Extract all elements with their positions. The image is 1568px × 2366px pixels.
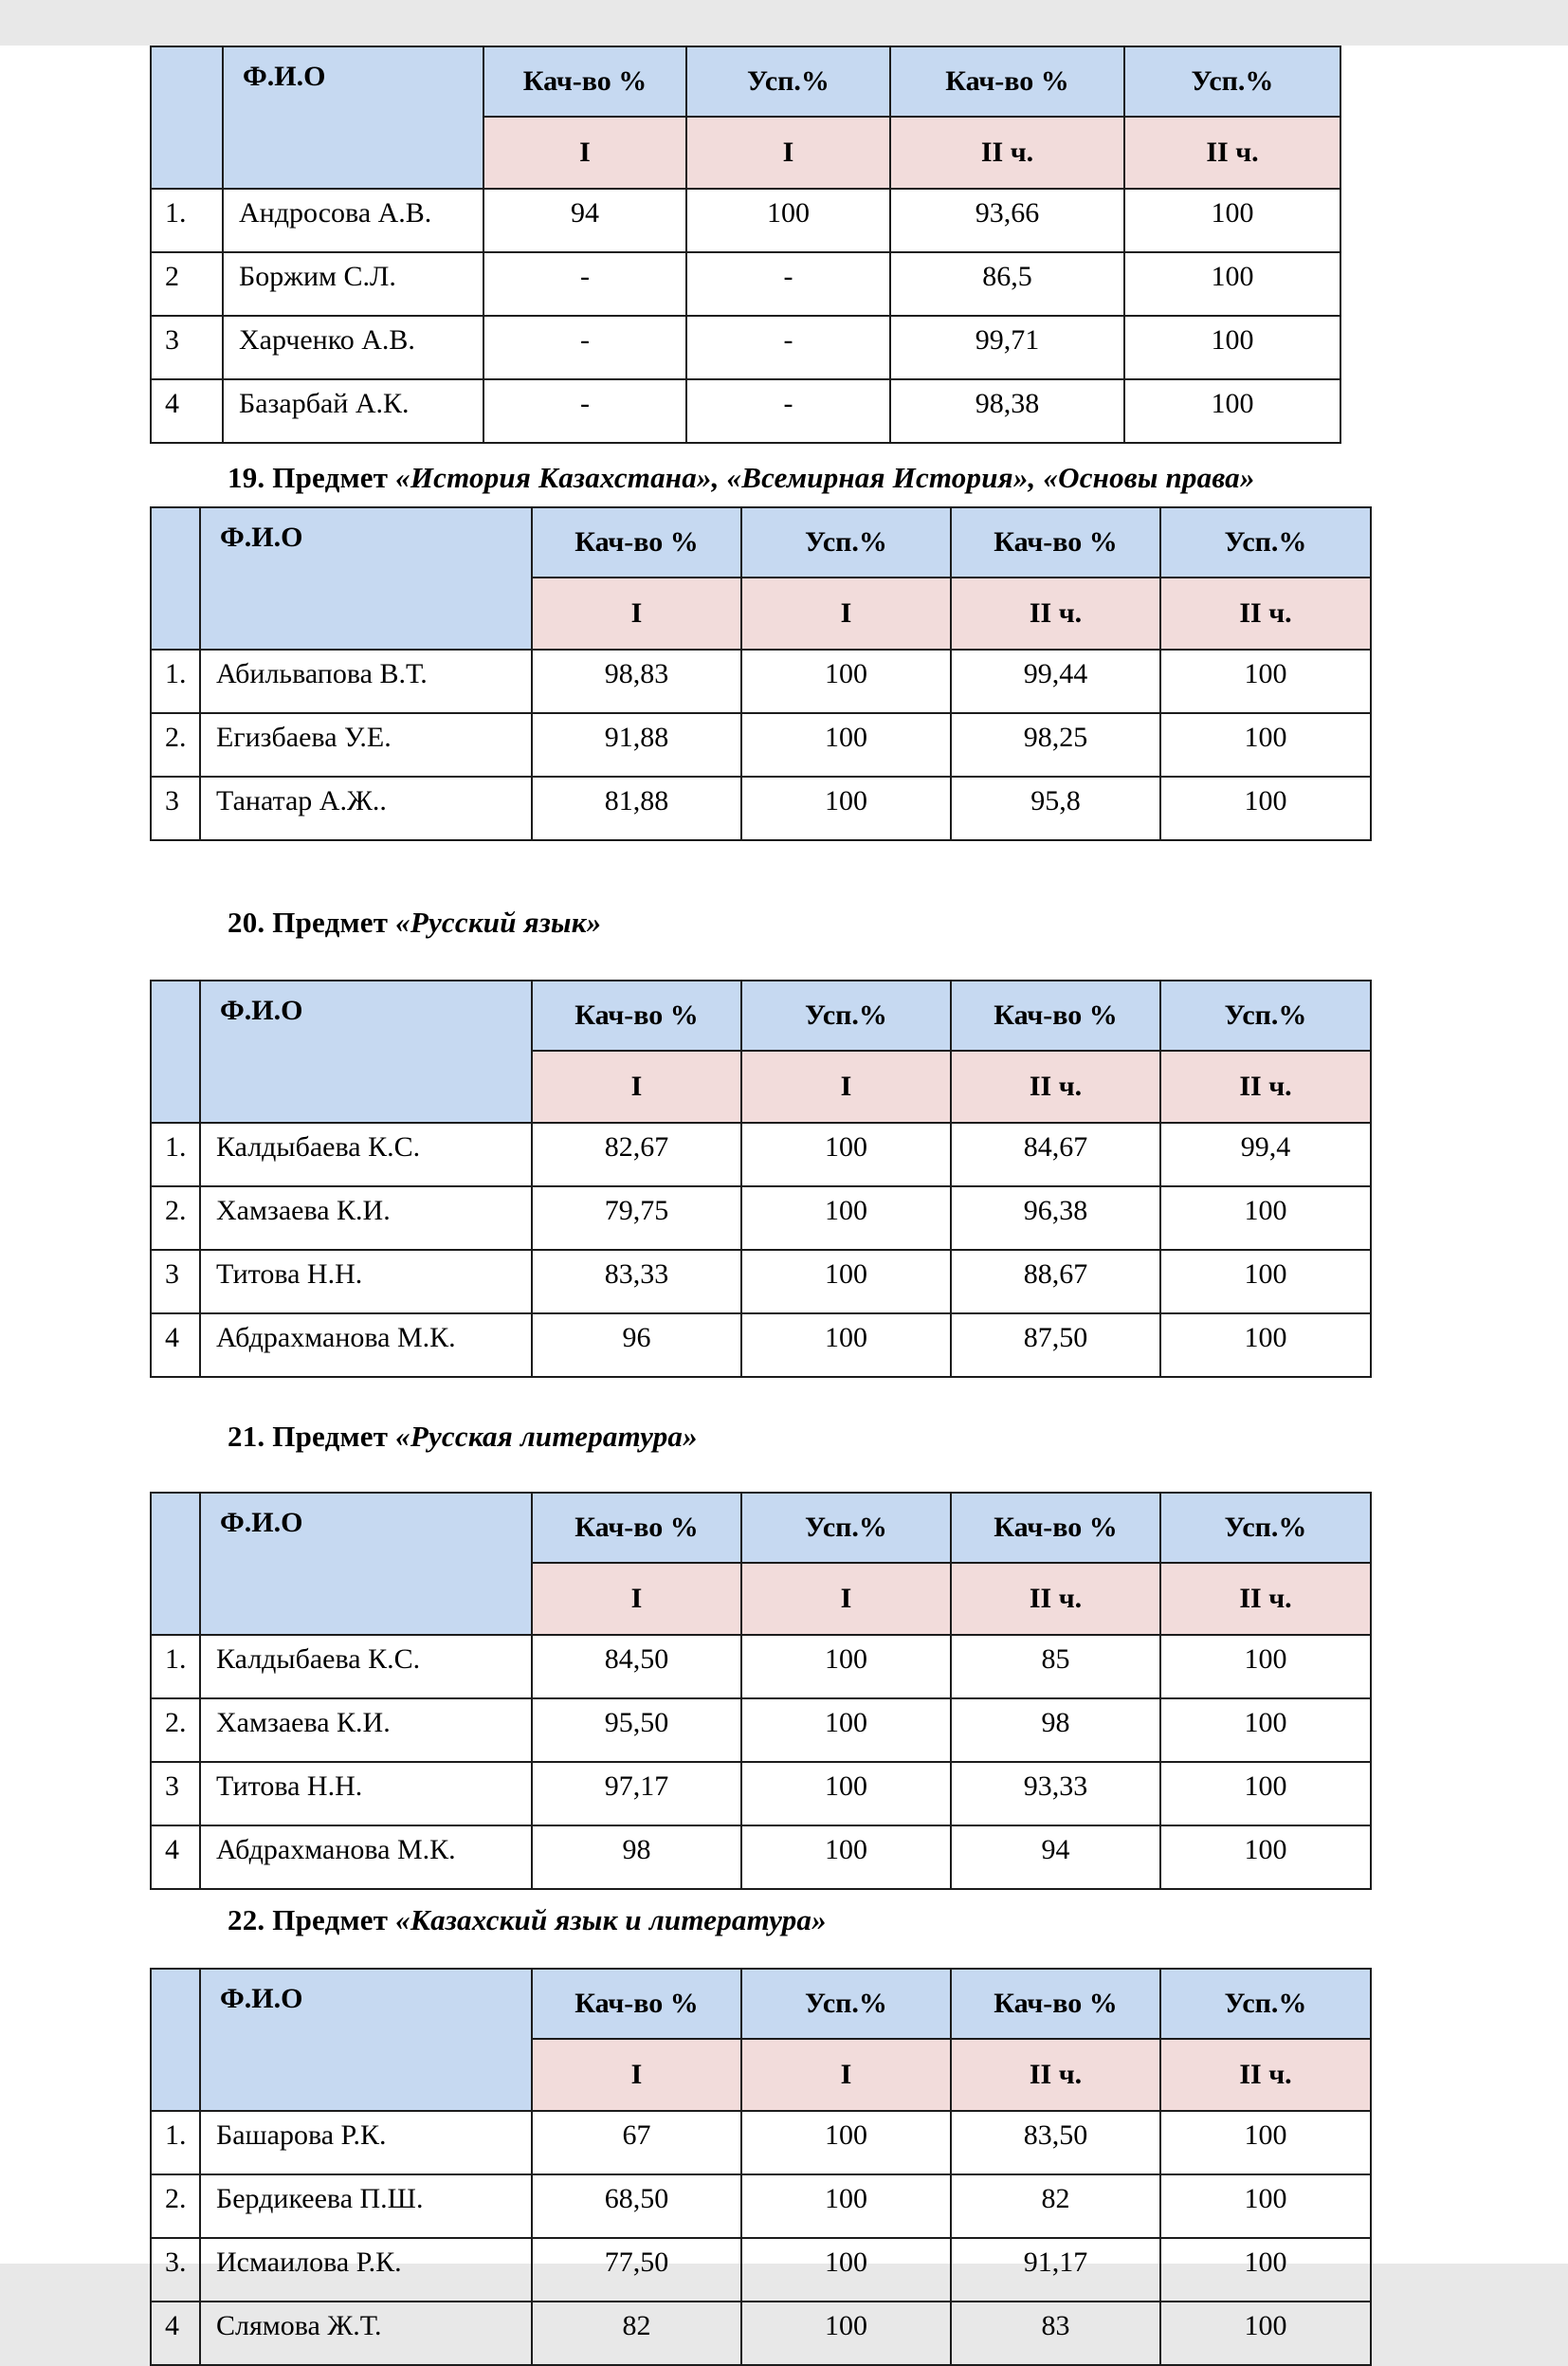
value-cell: 99,44 — [951, 650, 1160, 713]
value-cell: 100 — [1160, 713, 1371, 777]
row-number-cell: 2. — [151, 713, 200, 777]
period-subheader-cell: I — [686, 117, 890, 189]
value-cell: 100 — [741, 2302, 951, 2365]
table-row — [151, 1313, 1371, 1377]
subject-section — [150, 461, 1568, 841]
value-cell: 82 — [532, 2302, 741, 2365]
grades-table — [150, 980, 1372, 1378]
value-cell: 68,50 — [532, 2174, 741, 2238]
column-header: Усп.% — [686, 46, 890, 117]
row-number-cell: 3 — [151, 1250, 200, 1313]
teacher-name-cell: Абдрахманова М.К. — [200, 1825, 532, 1889]
fio-column-header: Ф.И.О — [200, 981, 532, 1123]
teacher-name-cell: Танатар А.Ж.. — [200, 777, 532, 840]
section-heading — [150, 1420, 1568, 1454]
table-row — [151, 189, 1340, 252]
teacher-name-cell: Калдыбаева К.С. — [200, 1635, 532, 1698]
value-cell: 93,33 — [951, 1762, 1160, 1825]
column-header: Усп.% — [1160, 1493, 1371, 1563]
value-cell: 100 — [741, 1123, 951, 1186]
table-row — [151, 1635, 1371, 1698]
teacher-name-cell: Егизбаева У.Е. — [200, 713, 532, 777]
teacher-name-cell: Абильвапова В.Т. — [200, 650, 532, 713]
heading-prefix: 21. Предмет — [228, 1420, 396, 1453]
value-cell: 100 — [1160, 2111, 1371, 2174]
value-cell: 86,5 — [890, 252, 1124, 316]
value-cell: 93,66 — [890, 189, 1124, 252]
value-cell: 100 — [1160, 1762, 1371, 1825]
fio-column-header: Ф.И.О — [200, 507, 532, 650]
row-number-cell: 2. — [151, 2174, 200, 2238]
heading-subject: «История Казахстана», «Всемирная История», «Основы права» — [395, 461, 1255, 494]
table-row — [151, 650, 1371, 713]
value-cell: 95,8 — [951, 777, 1160, 840]
value-cell: 100 — [741, 777, 951, 840]
table-row — [151, 2302, 1371, 2365]
teacher-name-cell: Хамзаева К.И. — [200, 1698, 532, 1762]
column-header: Кач-во % — [951, 981, 1160, 1051]
value-cell: 100 — [741, 1825, 951, 1889]
teacher-name-cell: Хамзаева К.И. — [200, 1186, 532, 1250]
value-cell: 100 — [741, 713, 951, 777]
column-header: Кач-во % — [951, 1969, 1160, 2039]
teacher-name-cell: Титова Н.Н. — [200, 1250, 532, 1313]
period-subheader-cell: I — [532, 1563, 741, 1635]
period-subheader-cell: I — [532, 1051, 741, 1123]
value-cell: 91,17 — [951, 2238, 1160, 2302]
period-subheader-cell: I — [483, 117, 686, 189]
teacher-name-cell: Базарбай А.К. — [223, 379, 483, 443]
value-cell: 100 — [741, 2238, 951, 2302]
value-cell: 79,75 — [532, 1186, 741, 1250]
period-subheader-cell: II ч. — [1160, 1051, 1371, 1123]
value-cell: 83,33 — [532, 1250, 741, 1313]
column-header: Усп.% — [1160, 1969, 1371, 2039]
value-cell: 100 — [741, 2111, 951, 2174]
value-cell: 100 — [1160, 1825, 1371, 1889]
grades-table — [150, 506, 1372, 841]
table-row — [151, 1186, 1371, 1250]
value-cell: - — [483, 252, 686, 316]
value-cell: 96,38 — [951, 1186, 1160, 1250]
value-cell: 100 — [1160, 650, 1371, 713]
column-header: Усп.% — [1124, 46, 1340, 117]
period-subheader-cell: II ч. — [1160, 2039, 1371, 2111]
table-row — [151, 1250, 1371, 1313]
grades-table — [150, 1968, 1372, 2366]
value-cell: - — [686, 252, 890, 316]
heading-subject: «Русский язык» — [395, 906, 602, 939]
value-cell: 100 — [741, 650, 951, 713]
value-cell: 98,38 — [890, 379, 1124, 443]
header-row-main — [151, 1969, 1371, 2039]
row-number-cell: 3. — [151, 2238, 200, 2302]
value-cell: 100 — [741, 1313, 951, 1377]
teacher-name-cell: Титова Н.Н. — [200, 1762, 532, 1825]
teacher-name-cell: Исмаилова Р.К. — [200, 2238, 532, 2302]
value-cell: 77,50 — [532, 2238, 741, 2302]
value-cell: 95,50 — [532, 1698, 741, 1762]
column-header: Кач-во % — [532, 981, 741, 1051]
corner-cell — [151, 1493, 200, 1635]
value-cell: 98 — [532, 1825, 741, 1889]
table-row — [151, 2238, 1371, 2302]
value-cell: 100 — [1124, 379, 1340, 443]
subject-section — [150, 1903, 1568, 2366]
table-row — [151, 2174, 1371, 2238]
value-cell: 84,50 — [532, 1635, 741, 1698]
period-subheader-cell: II ч. — [1160, 1563, 1371, 1635]
teacher-name-cell: Башарова Р.К. — [200, 2111, 532, 2174]
heading-prefix: 22. Предмет — [228, 1903, 396, 1936]
heading-subject: «Казахский язык и литература» — [395, 1903, 827, 1936]
column-header: Усп.% — [741, 981, 951, 1051]
value-cell: 85 — [951, 1635, 1160, 1698]
corner-cell — [151, 981, 200, 1123]
column-header: Кач-во % — [532, 1969, 741, 2039]
value-cell: 100 — [1160, 1250, 1371, 1313]
value-cell: 100 — [1124, 316, 1340, 379]
period-subheader-cell: II ч. — [951, 1563, 1160, 1635]
column-header: Усп.% — [741, 1969, 951, 2039]
value-cell: 100 — [741, 1762, 951, 1825]
table-row — [151, 252, 1340, 316]
header-row-main — [151, 46, 1340, 117]
row-number-cell: 2. — [151, 1698, 200, 1762]
value-cell: - — [483, 379, 686, 443]
value-cell: 100 — [1160, 1698, 1371, 1762]
row-number-cell: 1. — [151, 189, 223, 252]
value-cell: 82 — [951, 2174, 1160, 2238]
column-header: Кач-во % — [951, 507, 1160, 578]
period-subheader-cell: II ч. — [1124, 117, 1340, 189]
heading-subject: «Русская литература» — [395, 1420, 698, 1453]
teacher-name-cell: Бердикеева П.Ш. — [200, 2174, 532, 2238]
row-number-cell: 3 — [151, 1762, 200, 1825]
subject-section — [150, 906, 1568, 1378]
column-header: Кач-во % — [483, 46, 686, 117]
document-content — [0, 46, 1568, 2366]
header-row-main — [151, 1493, 1371, 1563]
period-subheader-cell: I — [741, 1563, 951, 1635]
period-subheader-cell: II ч. — [1160, 578, 1371, 650]
value-cell: 94 — [483, 189, 686, 252]
table-row — [151, 1825, 1371, 1889]
teacher-name-cell: Харченко А.В. — [223, 316, 483, 379]
table-row — [151, 379, 1340, 443]
value-cell: 99,4 — [1160, 1123, 1371, 1186]
row-number-cell: 4 — [151, 2302, 200, 2365]
corner-cell — [151, 46, 223, 189]
row-number-cell: 3 — [151, 316, 223, 379]
heading-prefix: 20. Предмет — [228, 906, 396, 939]
grades-table — [150, 46, 1341, 444]
row-number-cell: 2 — [151, 252, 223, 316]
value-cell: 97,17 — [532, 1762, 741, 1825]
fio-column-header: Ф.И.О — [223, 46, 483, 189]
fio-column-header: Ф.И.О — [200, 1493, 532, 1635]
row-number-cell: 4 — [151, 1313, 200, 1377]
value-cell: 67 — [532, 2111, 741, 2174]
row-number-cell: 2. — [151, 1186, 200, 1250]
value-cell: 100 — [686, 189, 890, 252]
table-row — [151, 1762, 1371, 1825]
value-cell: 98 — [951, 1698, 1160, 1762]
row-number-cell: 1. — [151, 650, 200, 713]
column-header: Кач-во % — [532, 507, 741, 578]
period-subheader-cell: I — [741, 2039, 951, 2111]
table-row — [151, 713, 1371, 777]
corner-cell — [151, 1969, 200, 2111]
value-cell: 88,67 — [951, 1250, 1160, 1313]
value-cell: 100 — [741, 1250, 951, 1313]
value-cell: - — [686, 316, 890, 379]
value-cell: 84,67 — [951, 1123, 1160, 1186]
row-number-cell: 1. — [151, 1635, 200, 1698]
value-cell: 100 — [1124, 252, 1340, 316]
value-cell: 100 — [741, 1186, 951, 1250]
value-cell: 98,83 — [532, 650, 741, 713]
period-subheader-cell: I — [532, 578, 741, 650]
teacher-name-cell: Слямова Ж.Т. — [200, 2302, 532, 2365]
section-heading — [150, 906, 1568, 940]
row-number-cell: 1. — [151, 1123, 200, 1186]
section-heading — [150, 461, 1568, 495]
row-number-cell: 1. — [151, 2111, 200, 2174]
value-cell: 82,67 — [532, 1123, 741, 1186]
column-header: Кач-во % — [532, 1493, 741, 1563]
period-subheader-cell: II ч. — [951, 578, 1160, 650]
column-header: Усп.% — [1160, 507, 1371, 578]
corner-cell — [151, 507, 200, 650]
period-subheader-cell: II ч. — [951, 1051, 1160, 1123]
value-cell: 87,50 — [951, 1313, 1160, 1377]
value-cell: 91,88 — [532, 713, 741, 777]
value-cell: 100 — [1160, 2238, 1371, 2302]
value-cell: 100 — [741, 1698, 951, 1762]
value-cell: 94 — [951, 1825, 1160, 1889]
subject-section — [150, 1420, 1568, 1890]
value-cell: - — [686, 379, 890, 443]
column-header: Усп.% — [1160, 981, 1371, 1051]
column-header: Кач-во % — [890, 46, 1124, 117]
table-row — [151, 316, 1340, 379]
document-page — [0, 46, 1568, 2341]
column-header: Усп.% — [741, 1493, 951, 1563]
value-cell: 100 — [1160, 1635, 1371, 1698]
subject-section — [150, 46, 1568, 444]
value-cell: 83,50 — [951, 2111, 1160, 2174]
header-row-main — [151, 507, 1371, 578]
grades-table — [150, 1492, 1372, 1890]
value-cell: 100 — [741, 1635, 951, 1698]
table-row — [151, 1123, 1371, 1186]
value-cell: 81,88 — [532, 777, 741, 840]
value-cell: 100 — [1124, 189, 1340, 252]
period-subheader-cell: I — [741, 1051, 951, 1123]
period-subheader-cell: II ч. — [890, 117, 1124, 189]
table-row — [151, 1698, 1371, 1762]
row-number-cell: 3 — [151, 777, 200, 840]
table-row — [151, 777, 1371, 840]
value-cell: 100 — [1160, 777, 1371, 840]
row-number-cell: 4 — [151, 379, 223, 443]
column-header: Усп.% — [741, 507, 951, 578]
table-row — [151, 2111, 1371, 2174]
teacher-name-cell: Калдыбаева К.С. — [200, 1123, 532, 1186]
fio-column-header: Ф.И.О — [200, 1969, 532, 2111]
value-cell: 96 — [532, 1313, 741, 1377]
value-cell: 83 — [951, 2302, 1160, 2365]
heading-prefix: 19. Предмет — [228, 461, 396, 494]
period-subheader-cell: II ч. — [951, 2039, 1160, 2111]
value-cell: 100 — [1160, 1313, 1371, 1377]
row-number-cell: 4 — [151, 1825, 200, 1889]
value-cell: 100 — [741, 2174, 951, 2238]
value-cell: 100 — [1160, 2302, 1371, 2365]
teacher-name-cell: Абдрахманова М.К. — [200, 1313, 532, 1377]
teacher-name-cell: Боржим С.Л. — [223, 252, 483, 316]
section-heading — [150, 1903, 1568, 1937]
value-cell: 99,71 — [890, 316, 1124, 379]
teacher-name-cell: Андросова А.В. — [223, 189, 483, 252]
value-cell: 98,25 — [951, 713, 1160, 777]
column-header: Кач-во % — [951, 1493, 1160, 1563]
period-subheader-cell: I — [532, 2039, 741, 2111]
value-cell: 100 — [1160, 2174, 1371, 2238]
period-subheader-cell: I — [741, 578, 951, 650]
value-cell: 100 — [1160, 1186, 1371, 1250]
value-cell: - — [483, 316, 686, 379]
header-row-main — [151, 981, 1371, 1051]
